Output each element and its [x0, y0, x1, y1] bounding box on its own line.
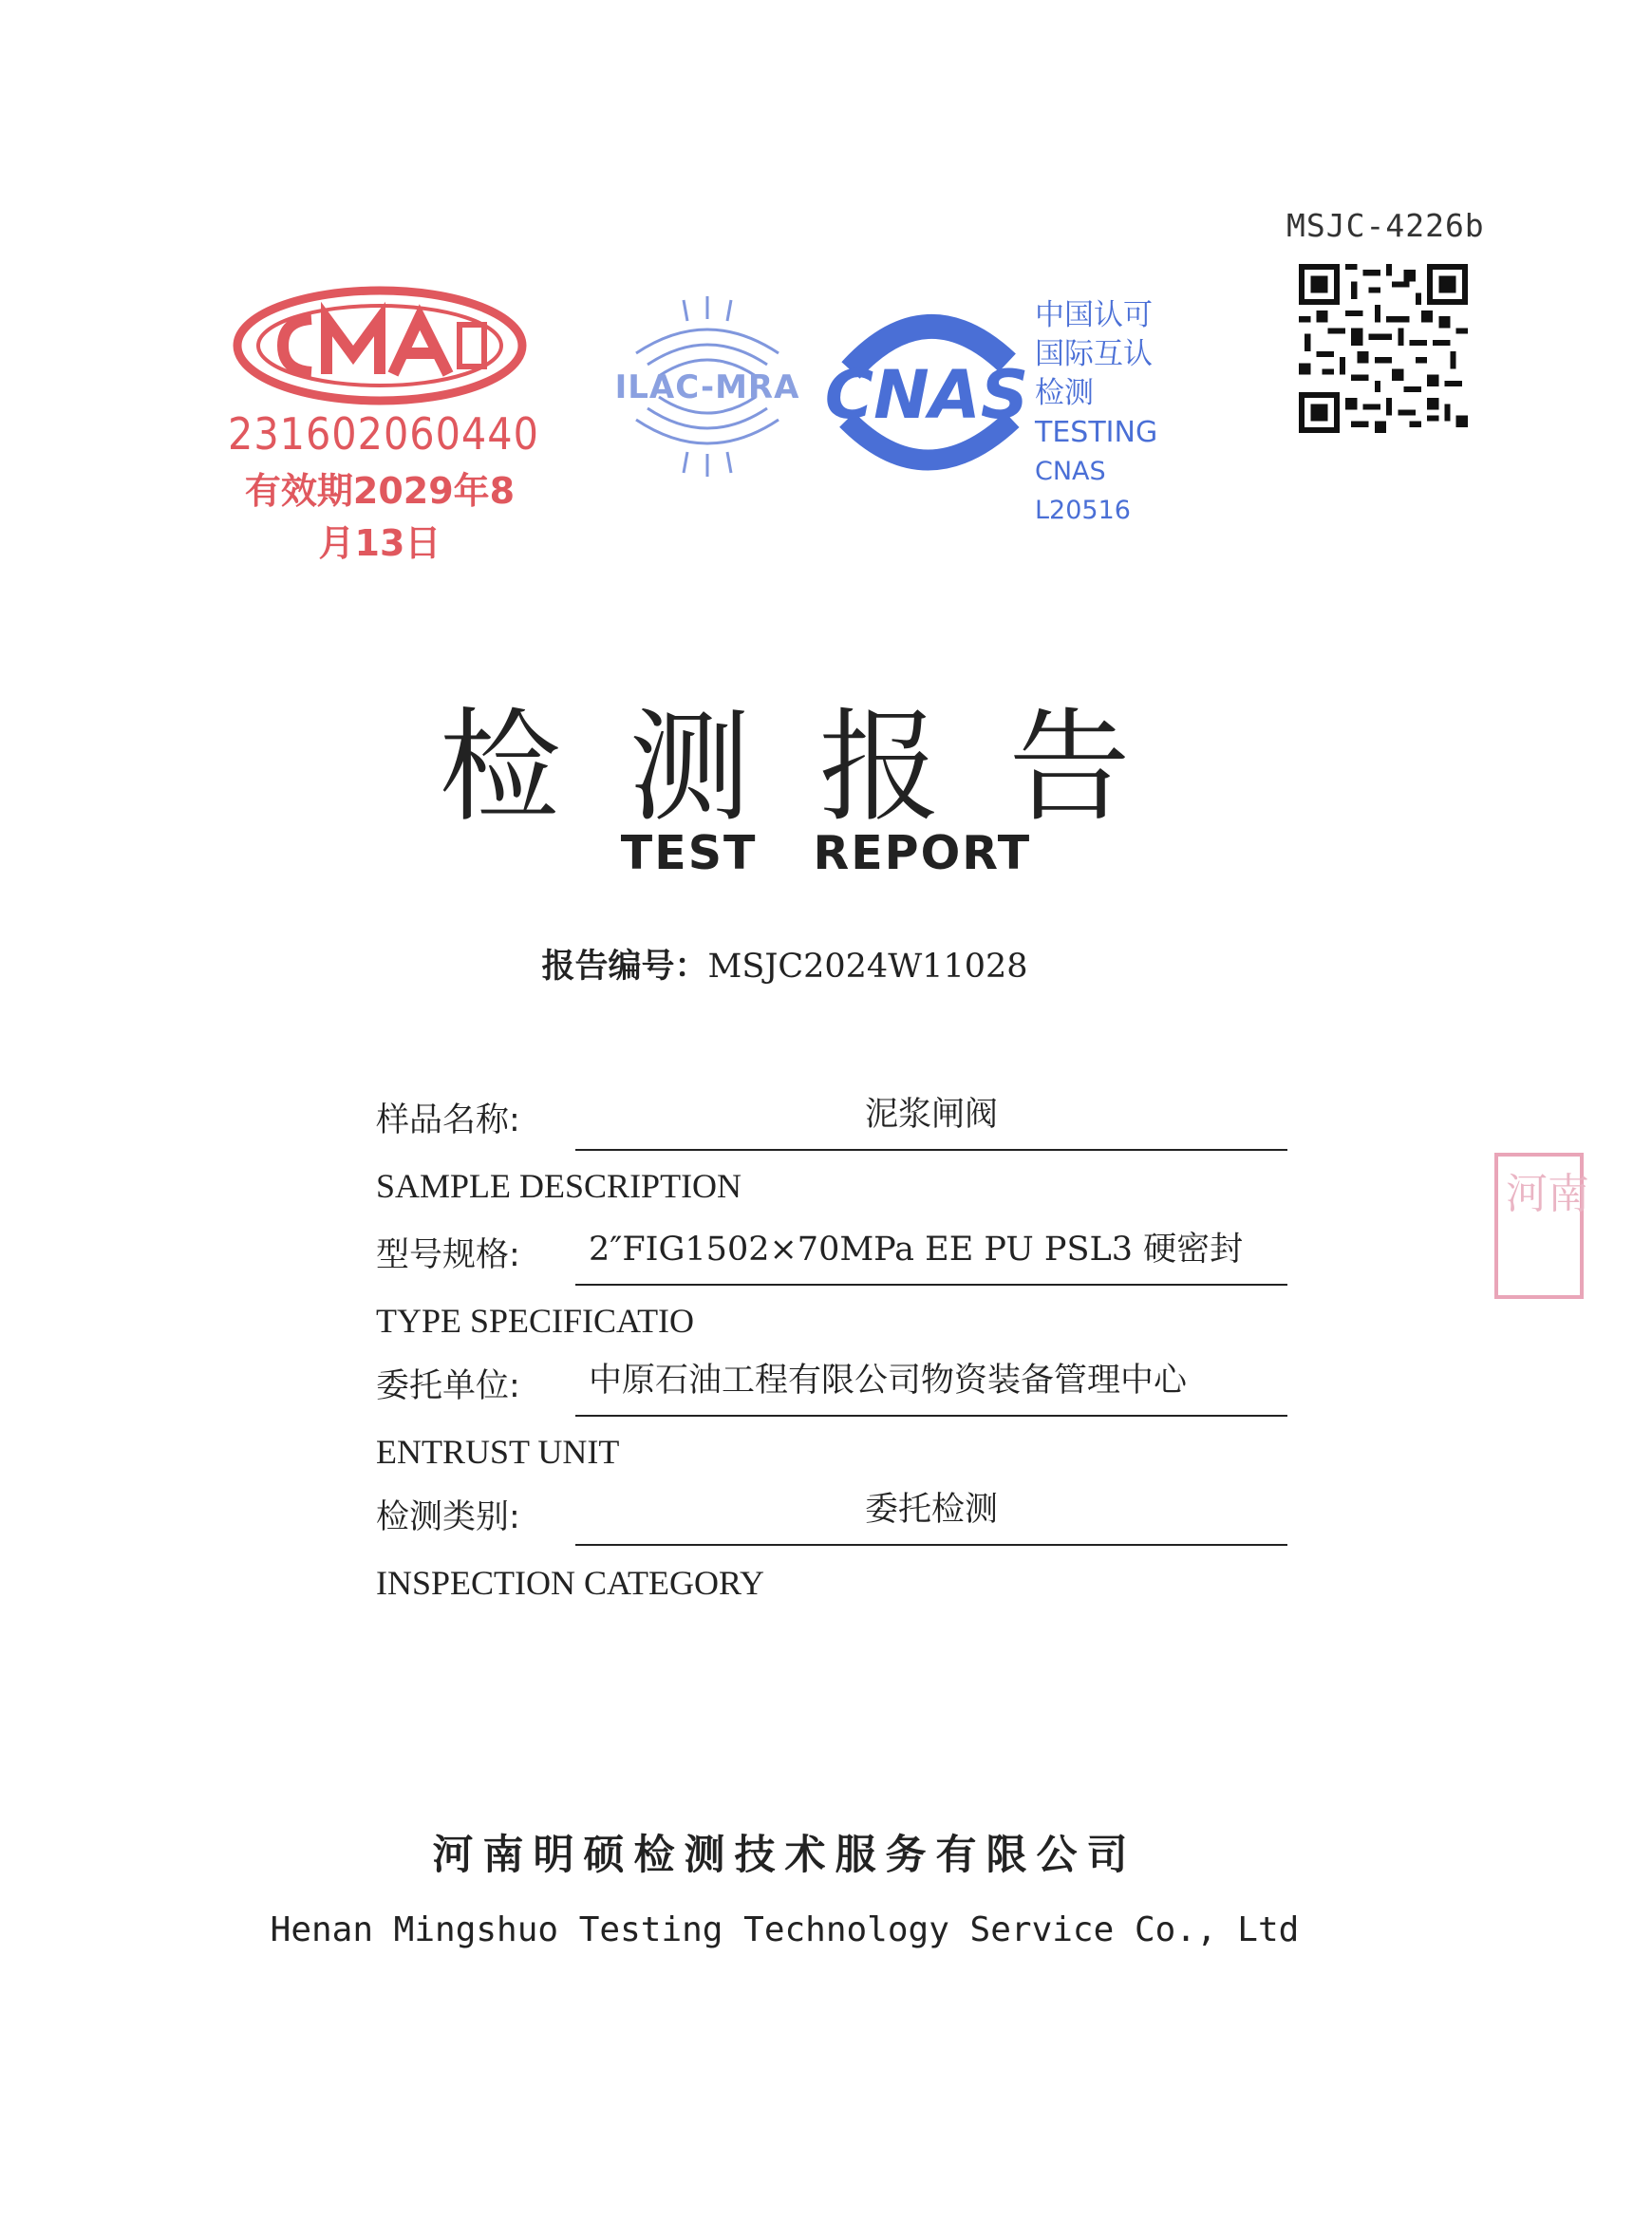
cma-validity: 有效期2029年8月13日 [244, 470, 516, 564]
field-cn-label: 样品名称: [376, 1101, 520, 1139]
report-number [0, 940, 1569, 988]
report-title-en: TEST REPORT [620, 826, 1032, 880]
cnas-line: TESTING [1035, 416, 1158, 449]
cnas-line: 国际互认 [1035, 337, 1153, 371]
cnas-text-block [1035, 296, 1206, 530]
report-number-label: 报告编号： [541, 948, 708, 986]
field-en-label: SAMPLE DESCRIPTION [376, 1167, 742, 1205]
report-title-cn: 检测报告 [439, 697, 1199, 838]
edge-stamp-text: 河南 [1506, 1170, 1589, 1218]
qr-code-icon [1299, 264, 1468, 433]
field-value: 泥浆闸阀 [575, 1088, 1287, 1151]
field-value: 2″FIG1502×70MPa EE PU PSL3 硬密封 [575, 1223, 1287, 1286]
field-value: 委托检测 [575, 1483, 1287, 1546]
field-en-label: TYPE SPECIFICATIO [376, 1302, 695, 1340]
ilac-mark: ILAC-MRA [614, 368, 800, 406]
cma-number: 231602060440 [228, 408, 539, 460]
cma-logo-icon [228, 283, 532, 408]
cnas-mark: CNAS [824, 356, 1029, 434]
ilac-mra-logo-icon [608, 287, 807, 486]
company-name-en: Henan Mingshuo Testing Technology Service Co., Ltd [270, 1910, 1300, 1949]
field-en-label: INSPECTION CATEGORY [376, 1564, 765, 1602]
cnas-line: CNAS L20516 [1035, 457, 1131, 525]
field-cn-label: 检测类别: [376, 1498, 520, 1536]
cnas-line: 检测 [1035, 376, 1094, 410]
cnas-line: 中国认可 [1035, 298, 1153, 332]
cma-seal [228, 283, 539, 564]
report-number-value: MSJC2024W11028 [707, 948, 1028, 986]
cnas-logo-icon [813, 296, 1041, 486]
field-cn-label: 型号规格: [376, 1236, 520, 1274]
document-code: MSJC-4226b [1286, 207, 1485, 244]
field-cn-label: 委托单位: [376, 1367, 520, 1405]
field-value: 中原石油工程有限公司物资装备管理中心 [575, 1354, 1287, 1417]
field-en-label: ENTRUST UNIT [376, 1433, 620, 1471]
company-name-cn: 河南明硕检测技术服务有限公司 [432, 1832, 1137, 1879]
partial-stamp-icon [1492, 1151, 1589, 1301]
